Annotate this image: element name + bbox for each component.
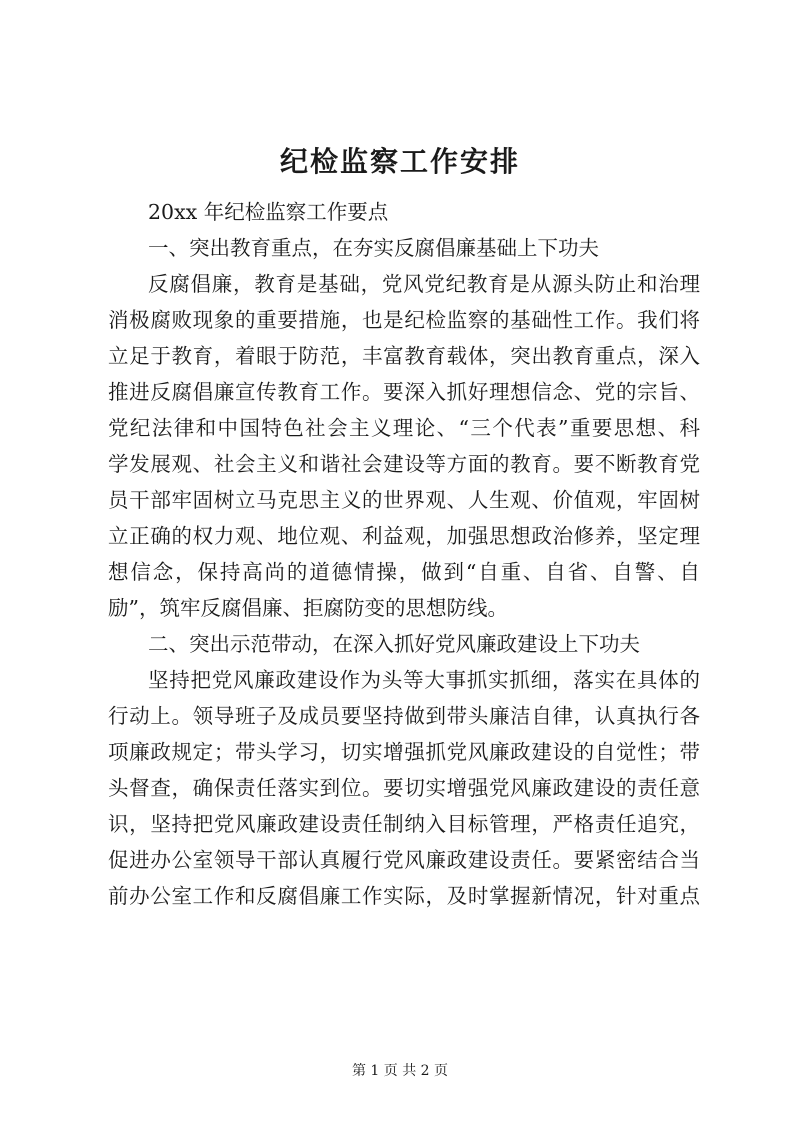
text-line: 识，坚持把党风廉政建设责任制纳入目标管理，严格责任追究， [108,812,700,836]
text-line: 员干部牢固树立马克思主义的世界观、人生观、价值观，牢固树 [108,488,700,512]
text-line: 坚持把党风廉政建设作为头等大事抓实抓细，落实在具体的 [148,668,700,692]
text-line: 励”，筑牢反腐倡廉、拒腐防变的思想防线。 [108,596,508,620]
section-heading: 一、突出教育重点，在夯实反腐倡廉基础上下功夫 [148,236,599,260]
text-line: 促进办公室领导干部认真履行党风廉政建设责任。要紧密结合当 [108,848,700,872]
text-line: 推进反腐倡廉宣传教育工作。要深入抓好理想信念、党的宗旨、 [108,380,700,404]
text-line: 立足于教育，着眼于防范，丰富教育载体，突出教育重点，深入 [108,344,700,368]
text-line: 立正确的权力观、地位观、利益观，加强思想政治修养，坚定理 [108,524,700,548]
section-heading: 二、突出示范带动，在深入抓好党风廉政建设上下功夫 [148,632,640,656]
page-number-footer: 第 1 页 共 2 页 [351,1063,449,1079]
text-line: 前办公室工作和反腐倡廉工作实际，及时掌握新情况，针对重点 [108,884,700,908]
text-line: 想信念，保持高尚的道德情操，做到“自重、自省、自警、自 [108,560,700,584]
document-title: 纪检监察工作安排 [279,145,520,178]
text-line: 头督查，确保责任落实到位。要切实增强党风廉政建设的责任意 [108,776,700,800]
text-line: 项廉政规定；带头学习，切实增强抓党风廉政建设的自觉性；带 [108,740,700,764]
text-line: 20xx 年纪检监察工作要点 [148,200,389,224]
text-line: 反腐倡廉，教育是基础，党风党纪教育是从源头防止和治理 [148,272,700,296]
text-line: 消极腐败现象的重要措施，也是纪检监察的基础性工作。我们将 [108,308,700,332]
text-line: 行动上。领导班子及成员要坚持做到带头廉洁自律，认真执行各 [108,704,700,728]
text-line: 党纪法律和中国特色社会主义理论、“三个代表”重要思想、科 [108,416,700,440]
text-line: 学发展观、社会主义和谐社会建设等方面的教育。要不断教育党 [108,452,700,476]
